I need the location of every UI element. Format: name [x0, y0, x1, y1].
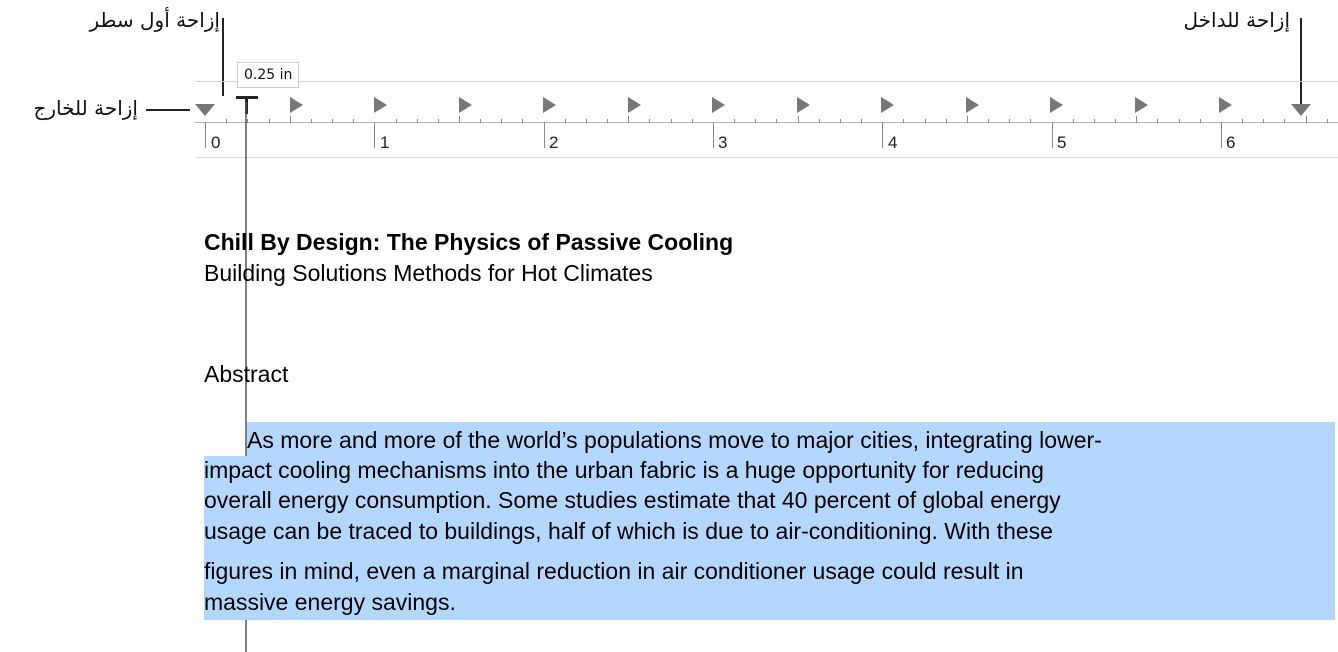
ruler-bottom-border	[195, 157, 1338, 158]
left-indent-marker[interactable]	[195, 104, 215, 116]
tab-stop-marker[interactable]	[1135, 97, 1148, 113]
ruler-tick	[1242, 119, 1243, 123]
ruler-number: 3	[718, 133, 728, 152]
document-subtitle[interactable]: Building Solutions Methods for Hot Climates	[204, 260, 653, 286]
tab-stop-marker[interactable]	[290, 97, 303, 113]
first-line-indent-leader	[222, 18, 224, 96]
ruler-tick	[671, 119, 672, 123]
paragraph-line: As more and more of the world’s populations move to major cities, integrating lower-	[247, 427, 1102, 453]
ruler-tick	[819, 119, 820, 123]
ruler-number: 6	[1226, 133, 1236, 152]
ruler-tick	[522, 119, 523, 123]
ruler-tick	[1073, 119, 1074, 123]
ruler-tick	[480, 119, 481, 123]
tab-stop-marker[interactable]	[543, 97, 556, 113]
ruler-baseline	[195, 122, 1338, 123]
ruler-top-border	[195, 81, 1338, 82]
ruler-tick	[332, 119, 333, 123]
ruler-tick	[565, 119, 566, 123]
ruler-tick	[925, 119, 926, 123]
ruler-tick	[903, 119, 904, 123]
ruler-tick	[882, 122, 883, 148]
abstract-heading[interactable]: Abstract	[204, 361, 289, 387]
tab-stop-marker[interactable]	[374, 97, 387, 113]
right-indent-marker[interactable]	[1291, 104, 1311, 116]
ruler-number: 2	[549, 133, 559, 152]
left-indent-leader	[146, 109, 190, 111]
ruler-tick	[1306, 116, 1307, 123]
ruler-number: 5	[1057, 133, 1067, 152]
ruler-tick	[586, 119, 587, 123]
first-line-indent-callout: إزاحة أول سطر	[89, 8, 220, 32]
tab-stop-marker[interactable]	[881, 97, 894, 113]
ruler-tick	[247, 119, 248, 123]
ruler-tick	[967, 116, 968, 123]
ruler-tick	[988, 119, 989, 123]
ruler-tick	[861, 119, 862, 123]
ruler-tick	[607, 119, 608, 123]
ruler-tick	[755, 119, 756, 123]
ruler-tick	[205, 122, 206, 148]
ruler-tick	[649, 119, 650, 123]
ruler-tick	[1179, 119, 1180, 123]
ruler-number: 0	[211, 133, 221, 152]
ruler-tick	[1263, 119, 1264, 123]
ruler-tick	[840, 119, 841, 123]
ruler-tick	[374, 122, 375, 148]
ruler-tick	[1009, 119, 1010, 123]
ruler-tick	[311, 119, 312, 123]
ruler-tick	[226, 119, 227, 123]
ruler-tick	[501, 119, 502, 123]
ruler-tick	[290, 116, 291, 123]
paragraph-line: usage can be traced to buildings, half of which is due to air-conditioning. With these	[204, 518, 1053, 544]
ruler-tick	[1030, 119, 1031, 123]
tab-stop-marker[interactable]	[1050, 97, 1063, 113]
ruler-tick	[692, 119, 693, 123]
ruler-tick	[396, 119, 397, 123]
ruler-tick	[353, 119, 354, 123]
ruler-tick	[417, 119, 418, 123]
ruler-tick	[1157, 119, 1158, 123]
tab-stop-marker[interactable]	[712, 97, 725, 113]
ruler-tick	[438, 119, 439, 123]
left-indent-callout: إزاحة للخارج	[33, 96, 138, 120]
ruler-tick	[1200, 119, 1201, 123]
tab-stop-marker[interactable]	[797, 97, 810, 113]
paragraph-line: overall energy consumption. Some studies estimate that 40 percent of global energy	[204, 487, 1061, 513]
ruler-tick	[1094, 119, 1095, 123]
ruler-tick	[946, 119, 947, 123]
paragraph-line: impact cooling mechanisms into the urban fabric is a huge opportunity for reducing	[204, 457, 1044, 483]
ruler-tick	[798, 116, 799, 123]
ruler-tick	[1052, 122, 1053, 148]
right-indent-leader	[1300, 18, 1302, 104]
ruler-tick	[1221, 122, 1222, 148]
ruler-number: 1	[380, 133, 390, 152]
tab-stop-marker[interactable]	[1219, 97, 1232, 113]
ruler-tick	[1136, 116, 1137, 123]
tab-stop-marker[interactable]	[966, 97, 979, 113]
ruler-tick	[713, 122, 714, 148]
ruler-number: 4	[888, 133, 898, 152]
tab-stop-marker[interactable]	[628, 97, 641, 113]
ruler-tick	[776, 119, 777, 123]
indent-value-tooltip: 0.25 in	[237, 62, 299, 88]
paragraph-line: figures in mind, even a marginal reduction in air conditioner usage could result in	[204, 558, 1024, 584]
ruler-tick	[628, 116, 629, 123]
ruler-tick	[734, 119, 735, 123]
ruler-tick	[1327, 119, 1328, 123]
tab-stop-marker[interactable]	[459, 97, 472, 113]
ruler-tick	[459, 116, 460, 123]
ruler-tick	[269, 119, 270, 123]
ruler-tick	[544, 122, 545, 148]
right-indent-callout: إزاحة للداخل	[1183, 8, 1290, 32]
document-title[interactable]: Chill By Design: The Physics of Passive Cooling	[204, 229, 734, 255]
ruler-tick	[1115, 119, 1116, 123]
ruler-tick	[1284, 119, 1285, 123]
paragraph-line: massive energy savings.	[204, 589, 456, 615]
